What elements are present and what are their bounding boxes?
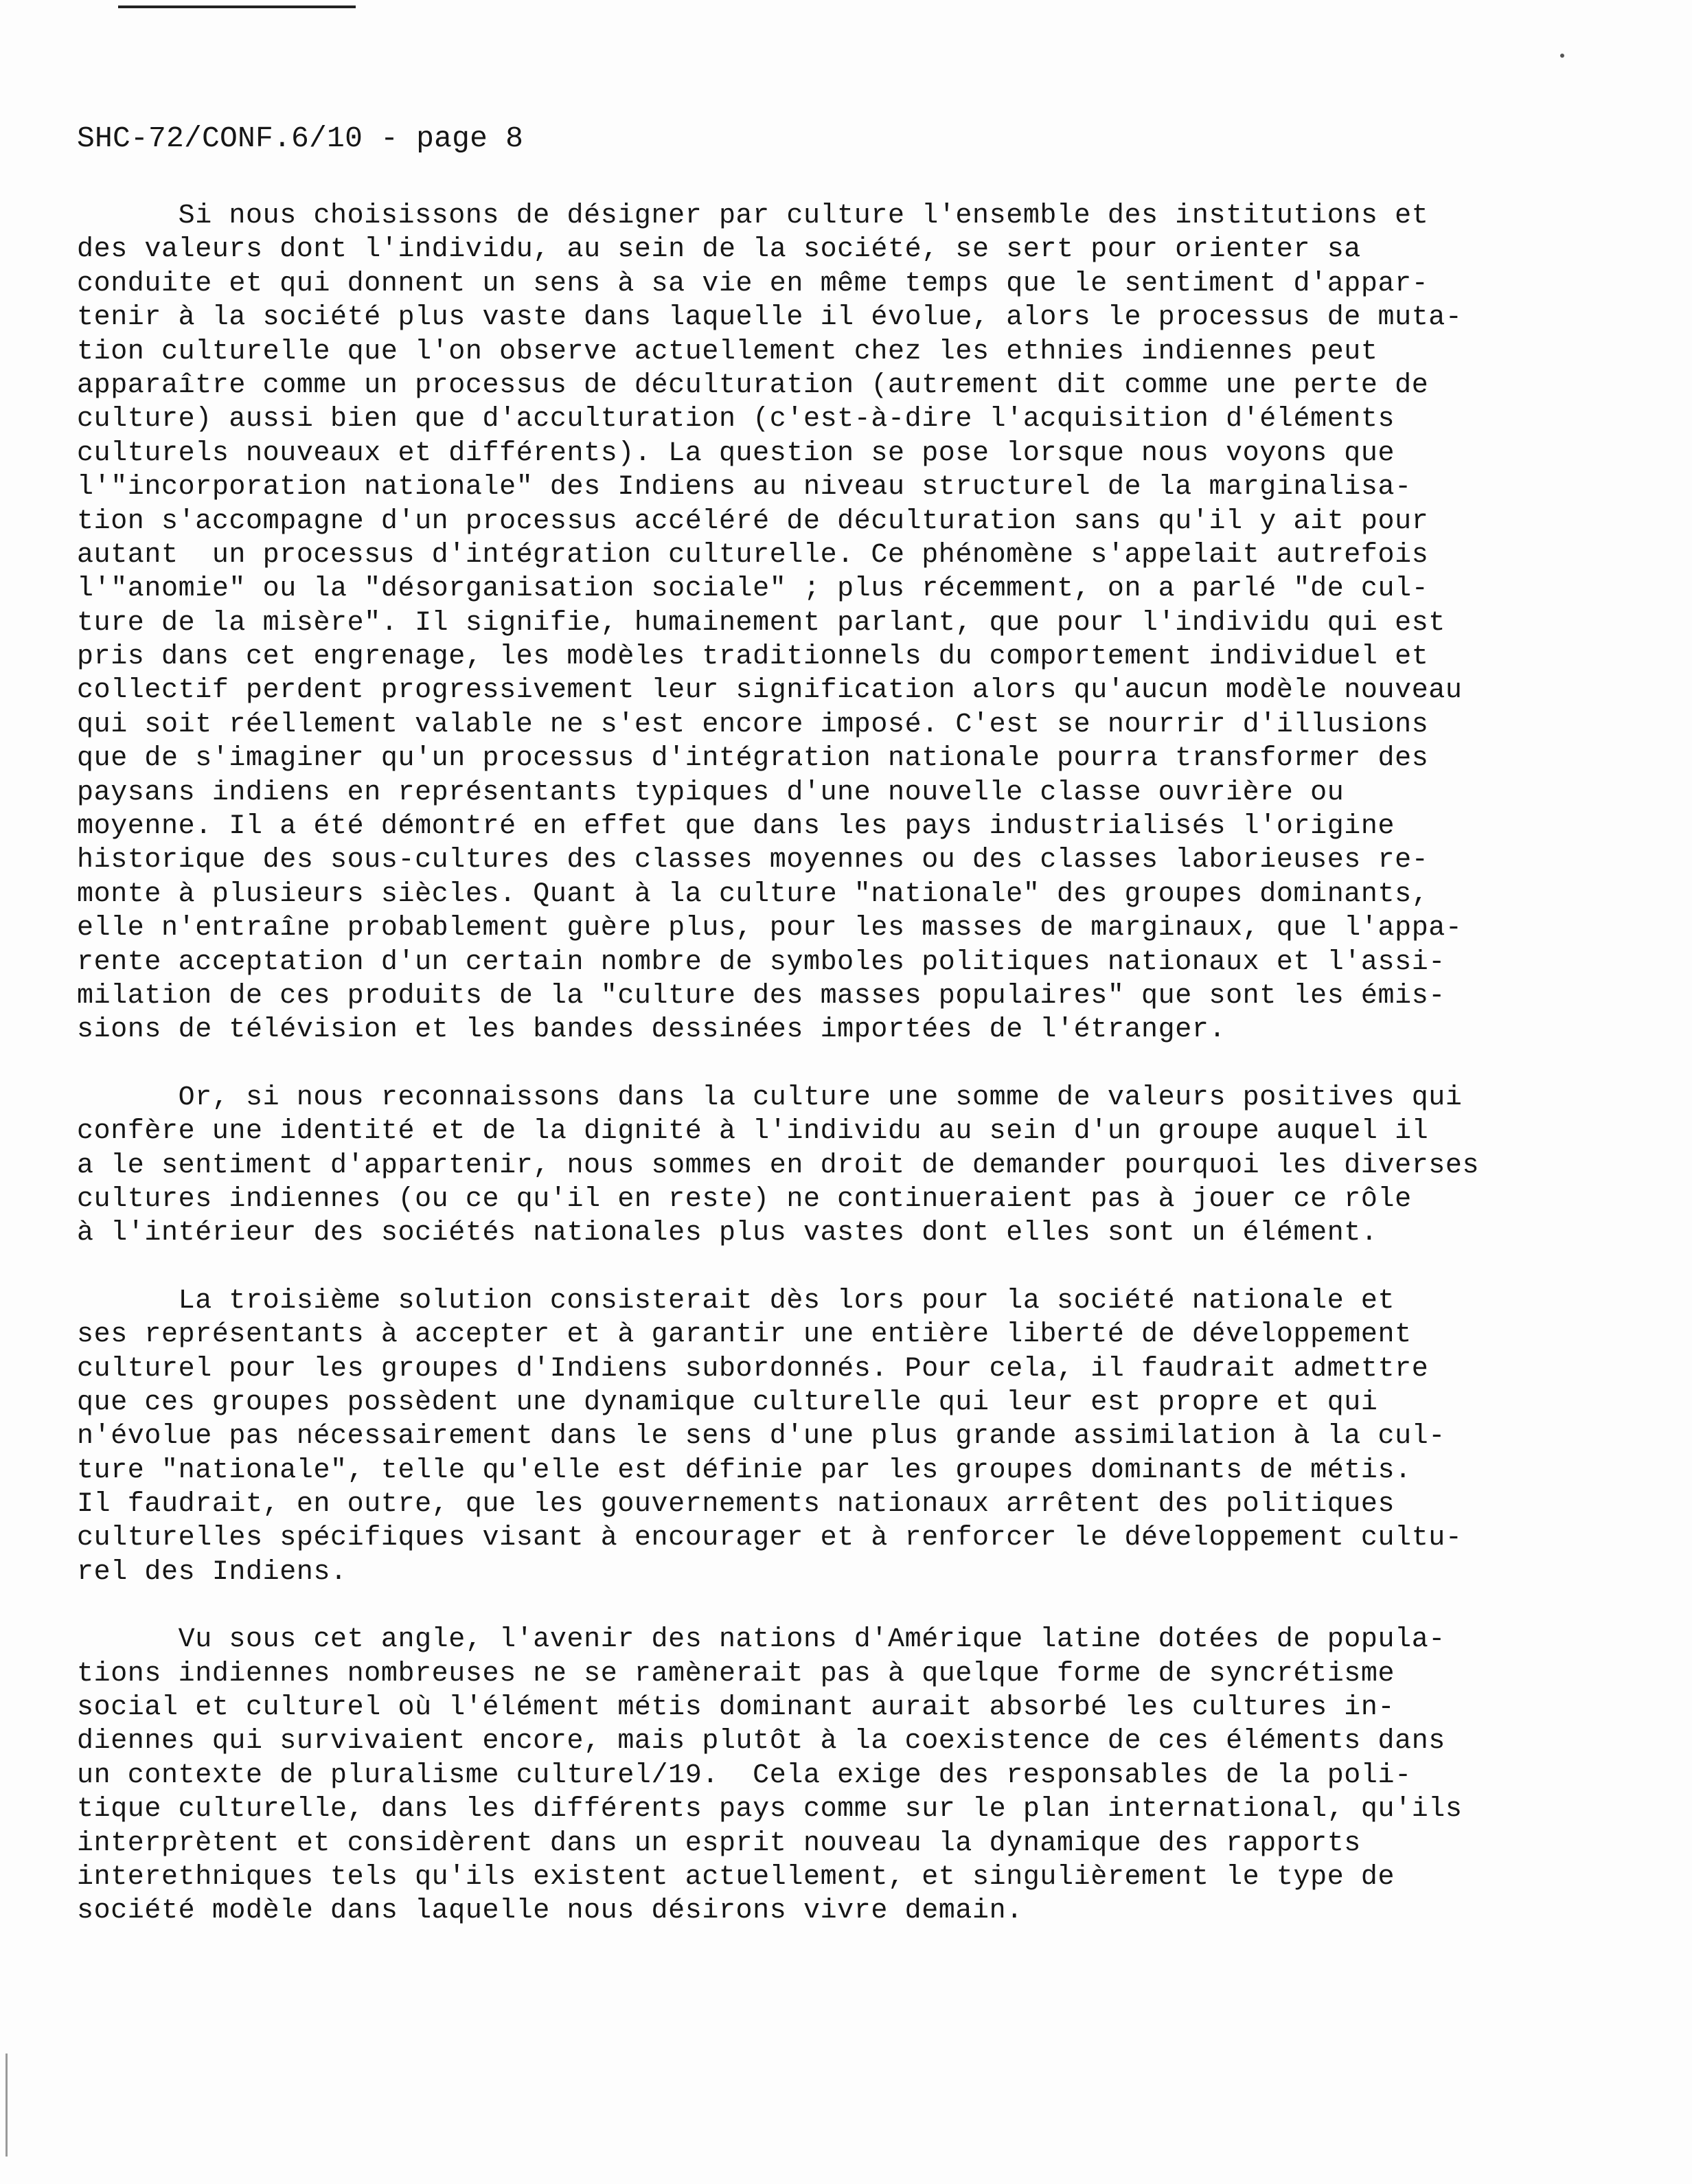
text-line: culturel pour les groupes d'Indiens subordonnés. Pour cela, il faudrait admettre <box>77 1353 1429 1385</box>
text-line: ture de la misère". Il signifie, humainement parlant, que pour l'individu qui est <box>77 607 1445 639</box>
text-line: tique culturelle, dans les différents pays comme sur le plan international, qu'ils <box>77 1794 1463 1825</box>
text-line: n'évolue pas nécessairement dans le sens d'une plus grande assimilation à la cul- <box>77 1421 1445 1453</box>
text-line: monte à plusieurs siècles. Quant à la culture "nationale" des groupes dominants, <box>77 878 1429 910</box>
text-line: tenir à la société plus vaste dans laquelle il évolue, alors le processus de muta- <box>77 302 1463 334</box>
text-line: tion culturelle que l'on observe actuellement chez les ethnies indiennes peut <box>77 336 1378 367</box>
text-line: l'"anomie" ou la "désorganisation sociale" ; plus récemment, on a parlé "de cul- <box>77 573 1429 605</box>
text-line: interprètent et considèrent dans un esprit nouveau la dynamique des rapports <box>77 1828 1361 1859</box>
text-line: culturelles spécifiques visant à encourager et à renforcer le développement cultu- <box>77 1523 1463 1554</box>
text-line: des valeurs dont l'individu, au sein de la société, se sert pour orienter sa <box>77 234 1361 266</box>
paragraph-2 <box>77 1081 1491 1251</box>
text-line: culture) aussi bien que d'acculturation (c'est-à-dire l'acquisition d'éléments <box>77 404 1395 435</box>
text-line: ture "nationale", telle qu'elle est définie par les groupes dominants de métis. <box>77 1455 1412 1486</box>
text-line: a le sentiment d'appartenir, nous sommes en droit de demander pourquoi les diverses <box>77 1150 1480 1181</box>
text-line: interethniques tels qu'ils existent actuellement, et singulièrement le type de <box>77 1861 1395 1893</box>
text-line: que de s'imaginer qu'un processus d'intégration nationale pourra transformer des <box>77 743 1429 775</box>
paragraph-4 <box>77 1623 1491 1929</box>
top-rule <box>118 5 356 8</box>
text-line: sions de télévision et les bandes dessinées importées de l'étranger. <box>77 1014 1226 1046</box>
paragraph-1 <box>77 199 1491 1047</box>
text-line: collectif perdent progressivement leur signification alors qu'aucun modèle nouveau <box>77 675 1463 707</box>
text-line: confère une identité et de la dignité à l'individu au sein d'un groupe auquel il <box>77 1116 1429 1148</box>
text-line: pris dans cet engrenage, les modèles traditionnels du comportement individuel et <box>77 641 1429 673</box>
text-line: milation de ces produits de la "culture des masses populaires" que sont les émis- <box>77 980 1445 1012</box>
text-line: paysans indiens en représentants typiques d'une nouvelle classe ouvrière ou <box>77 777 1345 808</box>
text-line: l'"incorporation nationale" des Indiens au niveau structurel de la marginalisa- <box>77 472 1412 503</box>
text-line: autant un processus d'intégration culturelle. Ce phénomène s'appelait autrefois <box>77 539 1429 571</box>
stray-mark <box>1560 54 1564 58</box>
paragraph-3 <box>77 1284 1491 1590</box>
text-line: diennes qui survivaient encore, mais plutôt à la coexistence de ces éléments dans <box>77 1726 1445 1758</box>
left-margin-mark <box>5 2054 8 2157</box>
text-line: cultures indiennes (ou ce qu'il en reste) ne continueraient pas à jouer ce rôle <box>77 1183 1412 1215</box>
text-line: ses représentants à accepter et à garantir une entière liberté de développement <box>77 1319 1412 1351</box>
text-line: social et culturel où l'élément métis dominant aurait absorbé les cultures in- <box>77 1692 1395 1724</box>
text-line: tion s'accompagne d'un processus accéléré de déculturation sans qu'il y ait pour <box>77 505 1429 537</box>
text-line: Or, si nous reconnaissons dans la culture une somme de valeurs positives qui <box>77 1082 1463 1113</box>
body-text <box>77 199 1491 1962</box>
text-line: qui soit réellement valable ne s'est encore imposé. C'est se nourrir d'illusions <box>77 709 1429 740</box>
text-line: elle n'entraîne probablement guère plus, pour les masses de marginaux, que l'appa- <box>77 913 1463 944</box>
text-line: La troisième solution consisterait dès lors pour la société nationale et <box>77 1285 1395 1317</box>
text-line: société modèle dans laquelle nous désirons vivre demain. <box>77 1896 1023 1927</box>
text-line: Si nous choisissons de désigner par culture l'ensemble des institutions et <box>77 201 1429 231</box>
text-line: rel des Indiens. <box>77 1556 347 1588</box>
text-line: conduite et qui donnent un sens à sa vie en même temps que le sentiment d'appar- <box>77 268 1429 299</box>
text-line: rente acceptation d'un certain nombre de symboles politiques nationaux et l'assi- <box>77 946 1445 978</box>
text-line: culturels nouveaux et différents). La question se pose lorsque nous voyons que <box>77 437 1395 469</box>
text-line: à l'intérieur des sociétés nationales plus vastes dont elles sont un élément. <box>77 1218 1378 1249</box>
text-line: un contexte de pluralisme culturel/19. Cela exige des responsables de la poli- <box>77 1760 1412 1791</box>
text-line: tions indiennes nombreuses ne se ramènerait pas à quelque forme de syncrétisme <box>77 1658 1395 1690</box>
text-line: historique des sous-cultures des classes moyennes ou des classes laborieuses re- <box>77 845 1429 876</box>
text-line: Vu sous cet angle, l'avenir des nations d'Amérique latine dotées de popula- <box>77 1624 1445 1656</box>
text-line: apparaître comme un processus de déculturation (autrement dit comme une perte de <box>77 369 1429 401</box>
text-line: Il faudrait, en outre, que les gouvernements nationaux arrêtent des politiques <box>77 1489 1395 1521</box>
text-line: moyenne. Il a été démontré en effet que dans les pays industrialisés l'origine <box>77 811 1395 843</box>
page-header: SHC-72/CONF.6/10 - page 8 <box>77 122 524 155</box>
text-line: que ces groupes possèdent une dynamique culturelle qui leur est propre et qui <box>77 1387 1378 1418</box>
